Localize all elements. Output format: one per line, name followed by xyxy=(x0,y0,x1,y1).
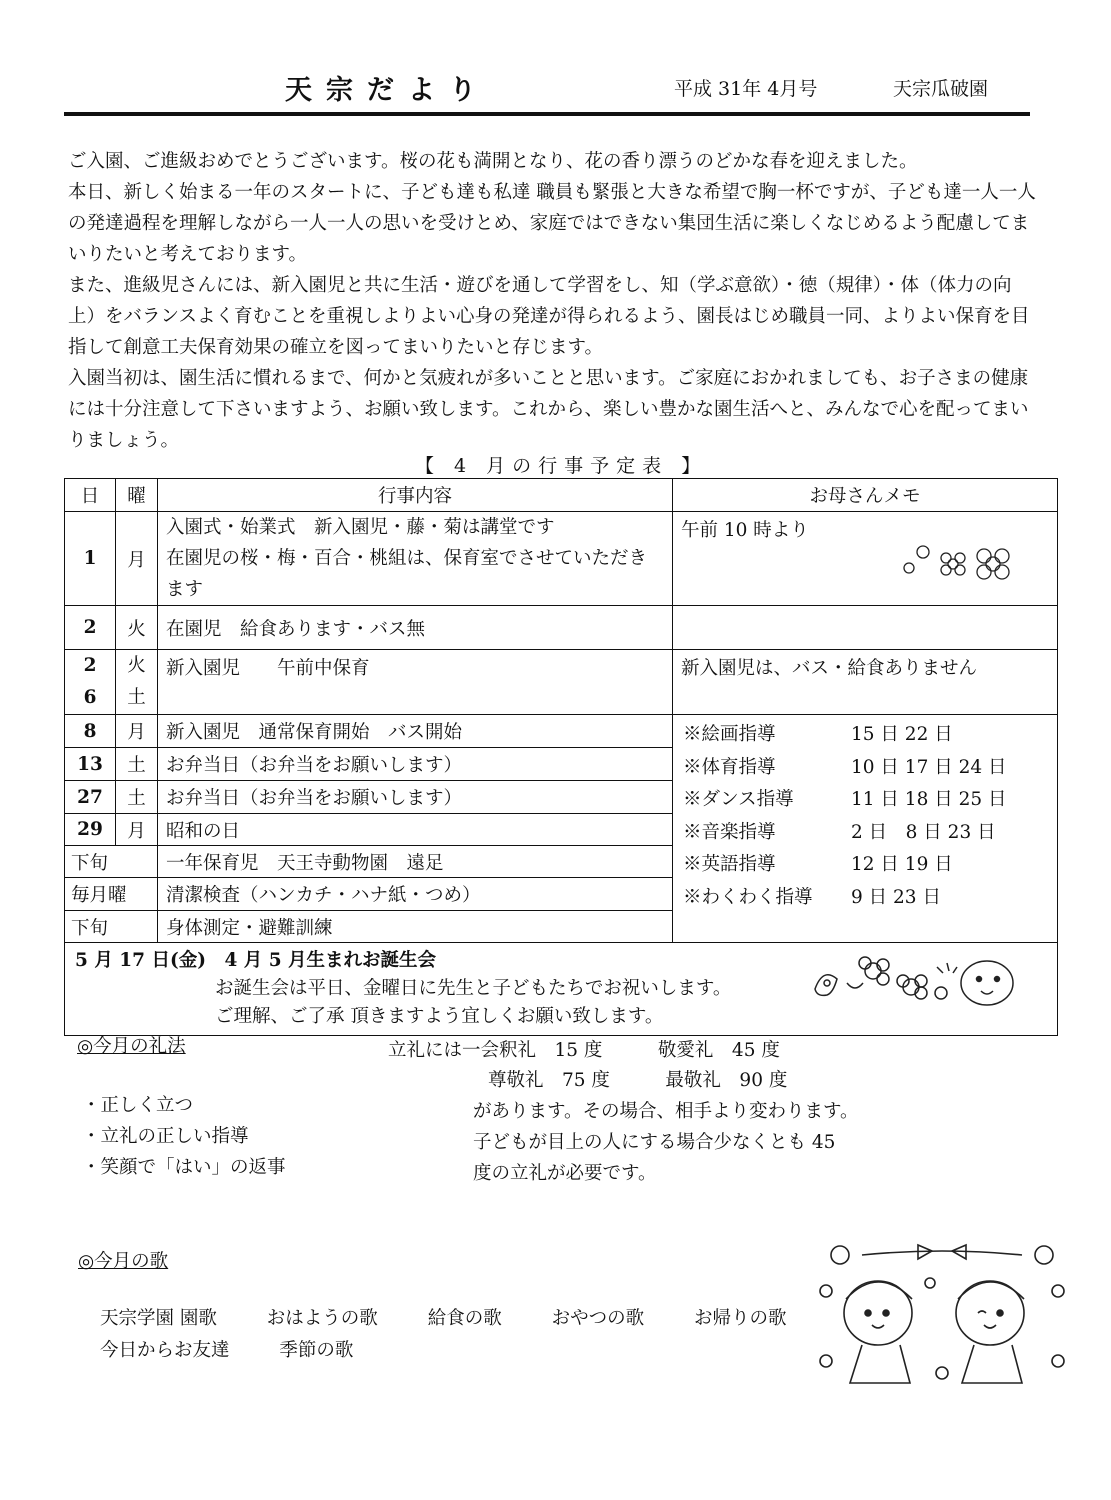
cell-event: 在園児 給食あります・バス無 xyxy=(158,606,673,650)
birthday-date: 5 月 17 日(金) xyxy=(75,950,206,971)
table-header-row xyxy=(65,479,1058,512)
cell-event: 新入園児 午前中保育 xyxy=(158,650,673,715)
cell-dow: 月 xyxy=(116,715,158,748)
cell-day: 毎月曜 xyxy=(65,878,158,911)
bow-types-line: 立礼には一会釈礼 15 度 敬愛礼 45 度 xyxy=(388,1040,780,1061)
lesson-name: ※ダンス指導 xyxy=(683,789,794,810)
cell-dow: 土 xyxy=(116,748,158,781)
birthday-row xyxy=(65,943,1058,1036)
dow-a: 火 xyxy=(127,655,146,676)
lesson-name: ※英語指導 xyxy=(683,854,776,875)
birthday-line: お誕生会は平日、金曜日に先生と子どもたちでお祝いします。 xyxy=(215,978,732,999)
day-a: 2 xyxy=(83,655,97,676)
song-title: 天宗学園 園歌 xyxy=(100,1308,217,1329)
lesson-name: ※音楽指導 xyxy=(683,821,776,843)
cell-day: 2 xyxy=(65,606,116,650)
lesson-name: ※体育指導 xyxy=(683,756,776,778)
bow-note-line: 度の立礼が必要です。 xyxy=(473,1163,657,1184)
cell-day: 8 xyxy=(65,715,116,748)
intro-paragraph: 本日、新しく始まる一年のスタートに、子ども達も私達 職員も緊張と大きな希望で胸一杯ですが、子ども達一人一人の発達過程を理解しながら一人一人の思いを受けとめ、家庭ではできない集団生活に楽しくなじめるよう配慮してまいりたいと考えております。 xyxy=(68,182,1036,265)
lessons-list xyxy=(683,719,1049,914)
table-row xyxy=(65,650,1058,715)
song-title: 季節の歌 xyxy=(279,1340,354,1361)
list-item xyxy=(683,752,1049,785)
list-item: ・立礼の正しい指導 xyxy=(82,1126,249,1147)
issue-date: 平成 31年 4月号 xyxy=(674,78,818,100)
event-line: 在園児の桜・梅・百合・桃組は、保育室でさせていただきます xyxy=(166,548,648,600)
day-b: 6 xyxy=(83,687,97,708)
cell-event: 清潔検査（ハンカチ・ハナ紙・つめ） xyxy=(158,878,673,911)
cell-day: 下旬 xyxy=(65,911,158,943)
cell-day: 1 xyxy=(65,512,116,606)
lesson-dates: 2 日 8 日 23 日 xyxy=(851,821,996,843)
lesson-dates: 10 日 17 日 24 日 xyxy=(851,756,1007,778)
song-title: お帰りの歌 xyxy=(694,1308,787,1329)
dow-b: 土 xyxy=(127,687,146,708)
cell-dow: 月 xyxy=(116,512,158,606)
header-day: 日 xyxy=(65,479,116,512)
table-row xyxy=(65,512,1058,606)
cell-day xyxy=(65,650,116,715)
birthday-title: 4 月 5 月生まれお誕生会 xyxy=(224,950,437,971)
cell-event: 昭和の日 xyxy=(158,814,673,846)
birthday-cell xyxy=(65,943,1058,1036)
cell-memo xyxy=(673,512,1058,606)
cell-event: お弁当日（お弁当をお願いします） xyxy=(158,781,673,814)
bow-types-line: 尊敬礼 75 度 最敬礼 90 度 xyxy=(488,1070,788,1091)
lesson-dates: 9 日 23 日 xyxy=(851,886,941,908)
list-item xyxy=(683,719,1049,752)
intro-paragraph: 入園当初は、園生活に慣れるまで、何かと気疲れが多いことと思います。ご家庭におかれましても、お子さまの健康には十分注意して下さいますよう、お願い致します。これから、楽しい豊かな園生活へと、みんなで心を配ってまいりましょう。 xyxy=(68,368,1029,451)
songs-row xyxy=(100,1303,831,1335)
cell-event: 新入園児 通常保育開始 バス開始 xyxy=(158,715,673,748)
cell-day: 29 xyxy=(65,814,116,846)
cell-day: 13 xyxy=(65,748,116,781)
header-memo: お母さんメモ xyxy=(673,479,1058,512)
list-item: ・笑顔で「はい」の返事 xyxy=(82,1157,286,1178)
cell-dow: 月 xyxy=(116,814,158,846)
event-line: 入園式・始業式 新入園児・藤・菊は講堂です xyxy=(166,517,555,538)
cell-day: 27 xyxy=(65,781,116,814)
intro-paragraph: ご入園、ご進級おめでとうございます。桜の花も満開となり、花の香り漂うのどかな春を迎えました。 xyxy=(68,151,918,172)
lesson-dates: 12 日 19 日 xyxy=(851,854,953,875)
bow-note-line: 子どもが目上の人にする場合少なくとも 45 xyxy=(473,1132,836,1153)
header-rule xyxy=(64,112,1030,116)
lesson-dates: 11 日 18 日 25 日 xyxy=(851,789,1007,810)
lesson-name: ※わくわく指導 xyxy=(683,886,813,908)
bow-note xyxy=(473,1096,893,1189)
flowers-icon xyxy=(897,538,1017,582)
cell-dow xyxy=(116,650,158,715)
manners-heading: ◎今月の礼法 xyxy=(77,1036,186,1057)
songs-list xyxy=(100,1303,831,1367)
list-item xyxy=(683,849,1049,882)
list-item xyxy=(683,817,1049,850)
list-item: ・正しく立つ xyxy=(82,1095,194,1116)
header-event: 行事内容 xyxy=(158,479,673,512)
schedule-title: 【 4 月の行事予定表 】 xyxy=(415,455,708,477)
lesson-name: ※絵画指導 xyxy=(683,724,776,745)
memo-text: 午前 10 時より xyxy=(681,520,809,541)
table-row xyxy=(65,715,1058,748)
schedule-table xyxy=(64,478,1058,1036)
songs-row xyxy=(100,1335,831,1367)
birthday-line: ご理解、ご了承 頂きますよう宜しくお願い致します。 xyxy=(215,1006,664,1027)
children-illustration-icon xyxy=(812,1243,1072,1398)
lesson-dates: 15 日 22 日 xyxy=(851,724,953,745)
header-dow: 曜 xyxy=(116,479,158,512)
bow-note-line: があります。その場合、相手より変わります。 xyxy=(473,1101,859,1122)
cell-day: 下旬 xyxy=(65,846,158,878)
cell-event xyxy=(158,512,673,606)
birthday-doodle-icon xyxy=(807,953,1017,1009)
intro-text xyxy=(68,146,1038,456)
intro-paragraph: また、進級児さんには、新入園児と共に生活・遊びを通して学習をし、知（学ぶ意欲）・徳（規律）・体（体力の向上）をバランスよく育むことを重視しよりよい心身の発達が得られるよう、園長はじめ職員一同、よりよい保育を目指して創意工夫保育効果の確立を図ってまいりたいと存じます。 xyxy=(68,275,1030,358)
song-title: 今日からお友達 xyxy=(100,1340,230,1361)
song-title: 給食の歌 xyxy=(427,1308,502,1329)
cell-memo: 新入園児は、バス・給食ありません xyxy=(673,650,1058,715)
newsletter-title: 天宗だより xyxy=(285,75,490,106)
list-item xyxy=(683,784,1049,817)
cell-event: お弁当日（お弁当をお願いします） xyxy=(158,748,673,781)
song-title: おやつの歌 xyxy=(551,1308,645,1329)
cell-event: 一年保育児 天王寺動物園 遠足 xyxy=(158,846,673,878)
cell-event: 身体測定・避難訓練 xyxy=(158,911,673,943)
song-title: おはようの歌 xyxy=(266,1308,378,1329)
cell-dow: 土 xyxy=(116,781,158,814)
cell-dow: 火 xyxy=(116,606,158,650)
cell-memo xyxy=(673,606,1058,650)
songs-heading: ◎今月の歌 xyxy=(78,1251,169,1272)
table-row xyxy=(65,606,1058,650)
school-name: 天宗瓜破園 xyxy=(893,78,989,100)
lessons-cell xyxy=(673,715,1058,943)
manners-list xyxy=(82,1090,286,1183)
list-item xyxy=(683,882,1049,915)
